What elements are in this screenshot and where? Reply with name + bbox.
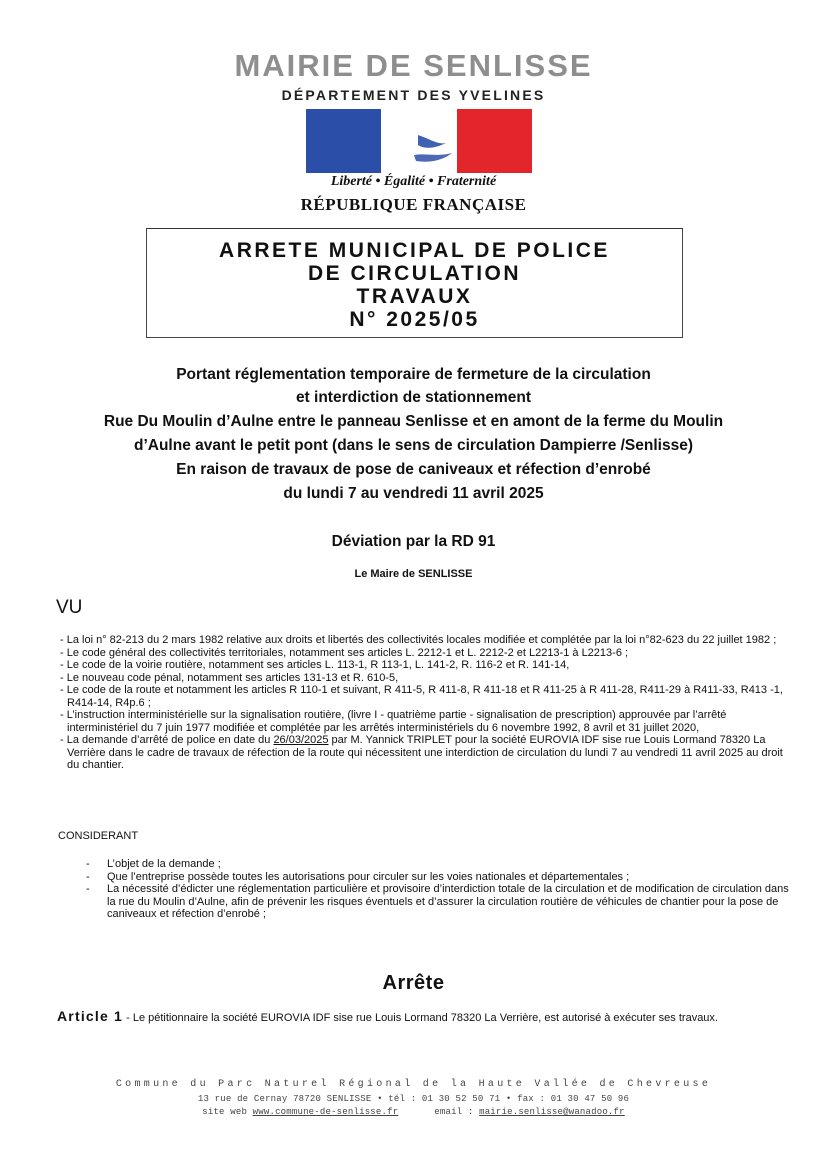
departement-label: DÉPARTEMENT DES YVELINES [281, 87, 546, 103]
arrete-heading: Arrête [382, 972, 445, 994]
vu-item: - La loi n° 82-213 du 2 mars 1982 relative aux droits et libertés des collectivités locales modifiée et complétée par la loi n°82-623 du 22 juillet 1982 ; [60, 634, 777, 646]
considerant-item: - Que l’entreprise possède toutes les autorisations pour circuler sur les voies nationales et départementales ; [86, 871, 790, 884]
title-line-1: ARRETE MUNICIPAL DE POLICE [219, 239, 610, 262]
article-1-label: Article 1 [57, 1008, 124, 1024]
considerant-list [86, 858, 790, 921]
considerant-heading: CONSIDERANT [58, 830, 139, 842]
footer-email-link[interactable]: mairie.senlisse@wanadoo.fr [479, 1107, 625, 1117]
subject-line-3: Rue Du Moulin d’Aulne entre le panneau Senlisse et en amont de la ferme du Moulin [103, 413, 724, 430]
footer-site-link[interactable]: www.commune-de-senlisse.fr [252, 1107, 399, 1117]
vu-item: - L’instruction interministérielle sur la signalisation routière, (livre I - quatrième partie - signalisation de prescription) approuvée par l’arrêté interministériel du 7 juin 1977 modifiée et complétée par les arrêtés interministériels du 6 novembre 1992, 8 avril et 31 juillet 2020, [60, 709, 727, 734]
vu-item: - Le code de la route et notamment les articles R 110-1 et suivant, R 411-5, R 411-8, R 411-18 et R 411-25 à R 411-28, R411-29 à R411-33, R413 -1, R414-14, R4p.6 ; [60, 684, 783, 709]
vu-heading: VU [56, 597, 83, 618]
arrete-number: N° 2025/05 [349, 308, 480, 331]
footer-commune: Commune du Parc Naturel Régional de la Haute Vallée de Chevreuse [115, 1079, 712, 1090]
vu-item: - Le nouveau code pénal, notamment ses articles 131-13 et R. 610-5, [60, 671, 399, 684]
arrete-title-box [146, 228, 683, 338]
title-line-2: DE CIRCULATION [307, 262, 522, 285]
title-line-3: TRAVAUX [356, 285, 473, 308]
article-1 [57, 1010, 790, 1025]
republic-motto: Liberté • Égalité • Fraternité [330, 174, 497, 189]
vu-item-demande [60, 734, 790, 772]
subject-dates: du lundi 7 au vendredi 11 avril 2025 [283, 485, 544, 502]
deviation-label: Déviation par la RD 91 [331, 533, 496, 550]
marianne-logo [306, 109, 532, 173]
subject-line-1: Portant réglementation temporaire de fermeture de la circulation [176, 366, 651, 383]
flag-red-band [457, 109, 532, 173]
vu-item: - Le code général des collectivités territoriales, notamment ses articles L. 2212-1 et L. 2212-2 et L2213-1 à L2213-6 ; [60, 646, 629, 659]
demande-prefix: - La demande d’arrêté de police en date du [60, 734, 274, 746]
vu-item: - Le code de la voirie routière, notamment ses articles L. 113-1, R 113-1, L. 141-2, R. 116-2 et R. 141-14, [60, 659, 570, 671]
article-1-text: - Le pétitionnaire la société EUROVIA IDF sise rue Louis Lormand 78320 La Verrière, est autorisé à exécuter ses travaux. [123, 1012, 718, 1024]
demande-date: 26/03/2025 [273, 734, 329, 746]
subject-line-2: et interdiction de stationnement [295, 389, 532, 406]
maire-label: Le Maire de SENLISSE [354, 568, 473, 580]
footer-email-label: email : [434, 1107, 480, 1117]
footer-address: 13 rue de Cernay 78720 SENLISSE • tél : 01 30 52 50 71 • fax : 01 30 47 50 96 [197, 1094, 630, 1104]
footer-contact [0, 1107, 827, 1117]
subject-line-5: En raison de travaux de pose de caniveaux et réfection d’enrobé [176, 461, 651, 478]
footer-site-label: site web [202, 1107, 253, 1117]
considerant-item: - La nécessité d’édicter une réglementation particulière et provisoire d’interdiction totale de la circulation et de modification de circulation dans la rue du Moulin d’Aulne, afin de prévenir les risques éventuels et d’assurer la circulation routière de véhicules de chantier pour la pose de caniveaux et réfection d’enrobé ; [86, 883, 790, 921]
considerant-item: - L’objet de la demande ; [86, 858, 790, 871]
mairie-title: MAIRIE DE SENLISSE [234, 48, 593, 83]
vu-list [60, 634, 790, 772]
flag-blue-band [306, 109, 381, 173]
demande-suffix: par M. Yannick TRIPLET pour la société EUROVIA IDF sise rue Louis Lormand 78320 La Verrière dans le cadre de travaux de réfection de la route qui nécessitent une interdiction de circulation du lundi 7 au vendredi 11 avril 2025 au droit du chantier. [67, 734, 783, 771]
republique-label: RÉPUBLIQUE FRANÇAISE [300, 195, 527, 214]
subject-line-4: d’Aulne avant le petit pont (dans le sens de circulation Dampierre /Senlisse) [133, 437, 693, 454]
